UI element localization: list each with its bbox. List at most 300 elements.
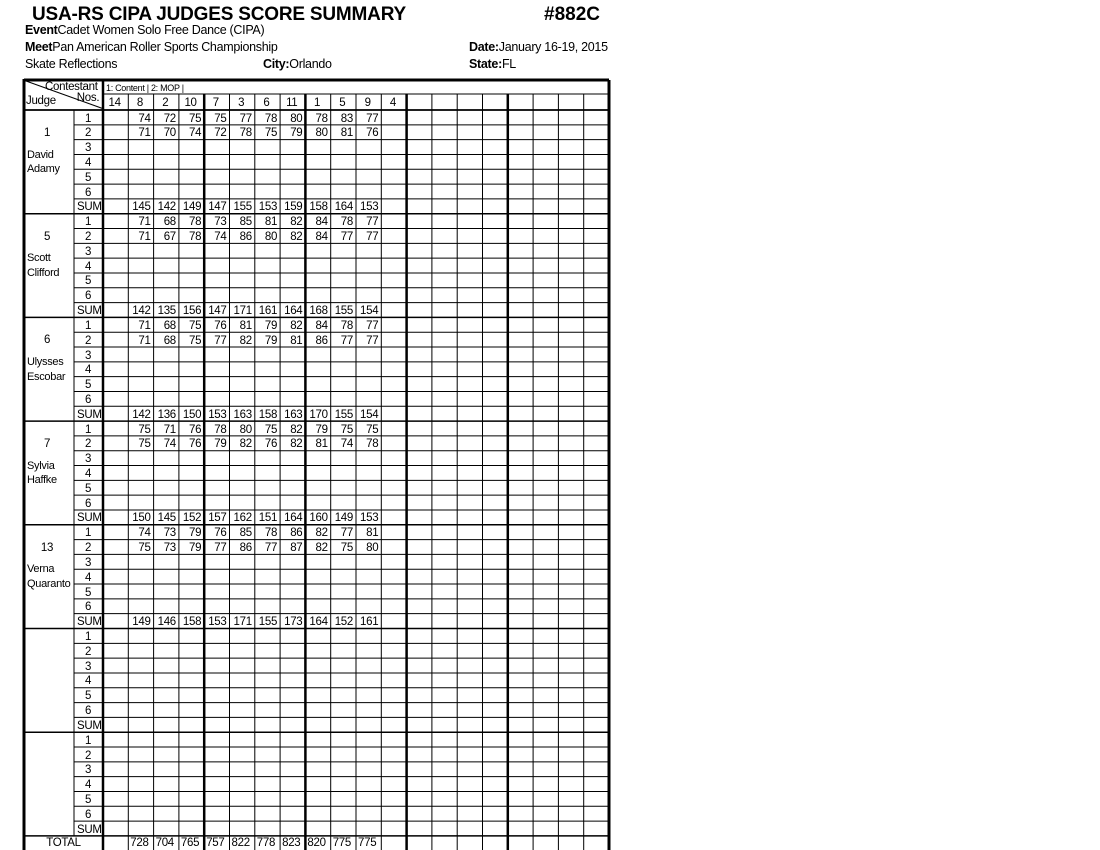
score-cell: 76 — [214, 319, 227, 332]
sum-cell — [103, 409, 125, 421]
sum-cell: 153 — [208, 616, 227, 629]
judge-first-name: Verna — [27, 563, 55, 576]
score-cell: 78 — [214, 423, 227, 436]
contestant-number: 4 — [389, 97, 396, 109]
sum-cell: 154 — [360, 408, 379, 421]
sum-cell: 161 — [258, 305, 278, 318]
score-cell: 77 — [239, 112, 252, 125]
score-cell: 79 — [315, 423, 328, 436]
score-cell: 76 — [188, 438, 202, 451]
row-label-3: 3 — [84, 142, 92, 155]
page-title: USA-RS CIPA JUDGES SCORE SUMMARY — [32, 4, 406, 25]
row-label-3: 3 — [84, 764, 92, 777]
score-cell: 81 — [290, 334, 303, 347]
row-label-2: 2 — [84, 231, 92, 243]
score-cell: 74 — [138, 527, 151, 540]
score-cell: 77 — [264, 542, 278, 555]
judge-number: 6 — [43, 334, 51, 347]
score-cell — [103, 542, 125, 554]
score-cell: 82 — [290, 423, 303, 436]
score-cell: 82 — [315, 527, 328, 540]
contestant-number: 10 — [184, 97, 197, 109]
row-label-1: 1 — [84, 734, 92, 747]
score-cell — [103, 320, 125, 332]
row-label-sum: SUM — [77, 616, 102, 629]
score-cell — [103, 231, 125, 243]
score-cell: 78 — [188, 231, 202, 243]
corner-contestant-label: Contestant — [45, 81, 98, 93]
sum-cell: 159 — [284, 201, 303, 214]
score-cell: 77 — [214, 542, 227, 555]
score-cell: 75 — [366, 423, 379, 436]
score-cell: 73 — [163, 527, 176, 540]
score-cell: 82 — [239, 438, 252, 451]
sum-cell: 156 — [182, 305, 202, 318]
row-label-1: 1 — [84, 631, 92, 643]
sum-cell: 158 — [258, 408, 278, 421]
row-label-2: 2 — [84, 334, 92, 347]
row-label-2: 2 — [84, 127, 92, 140]
score-cell: 75 — [214, 112, 227, 125]
score-cell: 75 — [264, 127, 278, 140]
score-cell: 77 — [366, 112, 379, 125]
score-cell: 78 — [315, 112, 328, 125]
total-label: TOTAL — [46, 837, 81, 850]
score-cell: 72 — [214, 127, 227, 140]
sum-cell: 164 — [309, 616, 328, 629]
sum-cell: 149 — [334, 512, 353, 525]
row-label-1: 1 — [84, 216, 92, 229]
score-cell: 74 — [188, 127, 202, 140]
score-cell: 79 — [264, 334, 278, 347]
score-cell: 75 — [188, 112, 202, 125]
score-cell: 80 — [290, 112, 303, 125]
contestant-number: 5 — [339, 97, 346, 109]
sum-cell: 147 — [208, 201, 227, 214]
sum-cell: 150 — [182, 408, 202, 421]
sum-cell: 152 — [182, 512, 202, 525]
score-cell: 70 — [163, 127, 176, 140]
meet-value: Pan American Roller Sports Championship — [52, 40, 278, 54]
row-label-6: 6 — [84, 705, 92, 718]
total-cell: 765 — [180, 837, 200, 850]
score-cell: 86 — [315, 334, 328, 347]
sum-cell: 147 — [208, 305, 227, 318]
score-cell: 79 — [264, 319, 278, 332]
score-cell: 82 — [290, 438, 303, 451]
score-cell: 78 — [264, 112, 278, 125]
score-cell — [381, 527, 403, 539]
contestant-number: 1 — [313, 97, 321, 109]
score-cell: 78 — [188, 216, 202, 229]
score-cell: 82 — [315, 542, 328, 555]
judge-last-name: Clifford — [27, 267, 60, 280]
score-cell: 71 — [138, 334, 151, 347]
row-label-6: 6 — [84, 808, 92, 821]
judge-last-name: Quaranto — [27, 578, 71, 591]
score-cell: 85 — [239, 527, 252, 540]
corner-nos-label: Nos. — [76, 92, 100, 104]
row-label-1: 1 — [84, 319, 92, 332]
sum-cell — [103, 616, 125, 628]
total-cell: 823 — [282, 837, 301, 850]
sum-cell: 142 — [157, 201, 176, 214]
score-cell: 78 — [264, 527, 278, 540]
form-code: #882C — [544, 4, 600, 25]
date-label: Date: — [469, 40, 499, 54]
contestant-number — [558, 97, 581, 110]
judge-number — [27, 749, 67, 762]
score-cell: 74 — [163, 438, 176, 451]
contestant-number — [584, 97, 607, 110]
sum-cell: 163 — [284, 408, 303, 421]
sum-cell: 151 — [258, 512, 278, 525]
corner-judge-label: Judge — [26, 95, 56, 107]
row-label-6: 6 — [84, 393, 92, 406]
sum-cell: 158 — [182, 616, 202, 629]
sum-cell: 162 — [233, 512, 252, 525]
sum-cell: 170 — [309, 408, 328, 421]
row-label-4: 4 — [84, 571, 92, 584]
row-label-2: 2 — [84, 749, 92, 762]
row-label-3: 3 — [84, 453, 92, 466]
sum-cell: 145 — [157, 512, 176, 525]
score-cell: 77 — [366, 319, 379, 332]
sum-cell: 155 — [334, 305, 353, 318]
score-cell: 75 — [188, 319, 202, 332]
row-label-sum: SUM — [77, 719, 102, 732]
judge-last-name — [27, 786, 75, 799]
row-label-3: 3 — [84, 556, 92, 569]
judge-last-name: Adamy — [27, 163, 60, 176]
sum-cell — [381, 616, 403, 628]
score-cell: 81 — [340, 127, 353, 140]
contestant-number: 7 — [212, 97, 219, 109]
score-cell: 75 — [188, 334, 202, 347]
contestant-number — [508, 97, 531, 110]
state-label: State: — [469, 57, 502, 71]
total-cell — [383, 837, 405, 849]
row-label-4: 4 — [84, 156, 92, 169]
row-label-6: 6 — [84, 290, 92, 303]
score-cell: 78 — [366, 438, 379, 451]
contestant-number — [533, 97, 556, 110]
score-cell — [381, 113, 403, 125]
score-cell: 76 — [264, 438, 278, 451]
score-cell: 73 — [163, 542, 176, 555]
score-cell: 74 — [214, 231, 227, 243]
row-label-2: 2 — [84, 645, 92, 658]
row-label-4: 4 — [84, 260, 92, 273]
row-label-4: 4 — [84, 779, 92, 792]
total-cell: 778 — [256, 837, 276, 850]
row-label-3: 3 — [84, 660, 92, 673]
sum-cell: 135 — [157, 305, 176, 318]
contestant-number: 8 — [136, 97, 143, 109]
score-cell: 68 — [163, 319, 176, 332]
sum-cell: 153 — [360, 512, 379, 525]
meet-label: Meet — [25, 40, 53, 54]
sum-cell: 146 — [157, 616, 176, 629]
score-cell: 80 — [366, 542, 379, 555]
contestant-number: 2 — [162, 97, 169, 109]
sum-cell — [103, 512, 125, 524]
sum-cell: 160 — [309, 512, 328, 525]
score-cell: 68 — [163, 334, 176, 347]
score-cell: 84 — [315, 216, 328, 229]
sum-cell: 155 — [233, 201, 252, 214]
contestant-number: 14 — [108, 97, 121, 109]
event-value: Cadet Women Solo Free Dance (CIPA) — [57, 23, 265, 37]
score-cell: 78 — [340, 319, 353, 332]
score-cell — [103, 113, 125, 125]
total-cell — [105, 837, 127, 849]
sum-cell: 171 — [233, 305, 252, 318]
score-cell: 77 — [340, 527, 353, 540]
judge-first-name: Sylvia — [27, 459, 55, 472]
row-label-6: 6 — [84, 497, 92, 510]
row-label-sum: SUM — [77, 408, 102, 421]
sum-cell: 163 — [233, 408, 252, 421]
sum-cell: 136 — [157, 408, 176, 421]
row-label-4: 4 — [84, 468, 92, 481]
event-label: Event — [25, 23, 58, 37]
sum-cell — [381, 512, 403, 524]
contestant-number: 3 — [238, 97, 245, 109]
score-cell — [381, 231, 403, 243]
score-cell: 71 — [163, 423, 176, 436]
judge-last-name: Haffke — [27, 474, 57, 487]
row-label-6: 6 — [84, 601, 92, 614]
sum-cell: 142 — [132, 408, 151, 421]
score-cell: 76 — [366, 127, 379, 140]
sum-cell: 152 — [334, 616, 353, 629]
score-cell: 76 — [214, 527, 227, 540]
row-label-4: 4 — [84, 364, 92, 377]
row-label-1: 1 — [84, 527, 92, 540]
total-cell: 820 — [307, 837, 326, 850]
score-cell: 74 — [340, 438, 353, 451]
score-cell — [103, 424, 125, 436]
total-cell: 775 — [332, 837, 351, 850]
sum-cell — [103, 305, 125, 317]
score-cell: 71 — [138, 319, 151, 332]
sum-cell: 154 — [360, 305, 379, 318]
score-cell: 80 — [239, 423, 252, 436]
city-value: Orlando — [289, 57, 332, 71]
score-cell: 87 — [290, 542, 303, 555]
score-cell — [381, 542, 403, 554]
judge-last-name: Escobar — [27, 370, 66, 383]
row-label-sum: SUM — [77, 201, 102, 214]
score-cell: 71 — [138, 127, 151, 140]
row-label-1: 1 — [84, 423, 92, 436]
sum-cell: 173 — [284, 616, 303, 629]
row-label-2: 2 — [84, 438, 92, 451]
score-cell: 84 — [315, 231, 328, 243]
judge-first-name — [27, 667, 75, 680]
score-cell: 75 — [138, 438, 151, 451]
score-cell — [103, 438, 125, 450]
date-value: January 16-19, 2015 — [498, 40, 608, 54]
score-cell: 75 — [138, 423, 151, 436]
sum-cell: 155 — [258, 616, 278, 629]
judge-number — [27, 645, 67, 658]
total-cell: 822 — [231, 837, 250, 850]
score-cell — [381, 424, 403, 436]
score-cell: 86 — [239, 231, 252, 243]
score-cell: 77 — [366, 216, 379, 229]
score-cell: 71 — [138, 231, 151, 243]
total-cell: 757 — [206, 837, 225, 850]
contestant-number — [432, 97, 455, 110]
score-cell: 85 — [239, 216, 252, 229]
sum-cell: 164 — [284, 305, 303, 318]
sum-cell: 153 — [360, 201, 379, 214]
score-cell — [103, 216, 125, 228]
score-cell: 80 — [315, 127, 328, 140]
contestant-number: 11 — [286, 97, 298, 109]
row-label-3: 3 — [84, 349, 92, 362]
row-label-2: 2 — [84, 542, 92, 555]
score-cell — [103, 335, 125, 347]
score-cell: 75 — [340, 542, 353, 555]
sum-cell: 168 — [309, 305, 328, 318]
judge-first-name: Scott — [27, 252, 51, 265]
score-cell — [381, 438, 403, 450]
score-cell: 73 — [214, 216, 227, 229]
score-cell: 75 — [340, 423, 353, 436]
score-cell: 79 — [214, 438, 227, 451]
judge-last-name — [27, 682, 75, 695]
city-label: City: — [263, 57, 290, 71]
sum-cell: 155 — [334, 408, 353, 421]
row-label-sum: SUM — [77, 305, 102, 318]
sum-cell: 153 — [258, 201, 278, 214]
contestant-number: 6 — [263, 97, 270, 109]
score-cell: 82 — [290, 216, 303, 229]
sum-cell: 149 — [132, 616, 151, 629]
score-cell: 68 — [163, 216, 176, 229]
score-cell — [103, 127, 125, 139]
score-cell: 82 — [290, 231, 303, 243]
score-cell: 82 — [239, 334, 252, 347]
score-cell: 80 — [264, 231, 278, 243]
score-cell: 77 — [366, 231, 379, 243]
score-cell: 81 — [315, 438, 328, 451]
score-cell: 67 — [163, 231, 176, 243]
sum-cell: 150 — [132, 512, 151, 525]
score-cell: 77 — [366, 334, 379, 347]
score-cell — [381, 216, 403, 228]
contestant-number — [407, 97, 430, 110]
score-cell: 81 — [366, 527, 379, 540]
row-label-sum: SUM — [77, 823, 102, 836]
sum-cell: 145 — [132, 201, 151, 214]
sum-cell — [103, 201, 125, 213]
sum-cell: 142 — [132, 305, 151, 318]
judge-first-name: David — [27, 148, 54, 161]
score-cell: 79 — [290, 127, 303, 140]
sum-cell: 161 — [360, 616, 379, 629]
score-cell: 77 — [340, 231, 353, 243]
total-cell: 728 — [130, 837, 149, 850]
total-cell: 704 — [155, 837, 174, 850]
score-cell: 77 — [214, 334, 227, 347]
row-label-5: 5 — [84, 690, 92, 703]
score-cell — [381, 320, 403, 332]
row-label-5: 5 — [84, 793, 92, 806]
score-cell: 86 — [290, 527, 303, 540]
judge-number: 1 — [43, 126, 51, 139]
row-label-5: 5 — [84, 171, 92, 184]
row-label-5: 5 — [84, 379, 92, 392]
score-legend: 1: Content | 2: MOP | — [106, 83, 184, 93]
score-cell: 76 — [188, 423, 202, 436]
score-cell — [381, 335, 403, 347]
row-label-5: 5 — [84, 275, 92, 288]
judge-first-name: Ulysses — [27, 355, 64, 368]
judge-number: 13 — [40, 541, 54, 554]
row-label-6: 6 — [84, 186, 92, 199]
total-cell: 775 — [358, 837, 377, 850]
score-cell: 75 — [138, 542, 151, 555]
judge-first-name — [27, 771, 75, 784]
sum-cell — [381, 305, 403, 317]
sum-cell: 164 — [334, 201, 353, 214]
score-cell: 71 — [138, 216, 151, 229]
judge-number: 5 — [43, 230, 51, 243]
sum-cell — [381, 409, 403, 421]
row-label-5: 5 — [84, 586, 92, 599]
state-value: FL — [501, 57, 516, 71]
contestant-number — [483, 97, 506, 110]
row-label-3: 3 — [84, 245, 92, 258]
score-cell: 83 — [340, 112, 353, 125]
row-label-5: 5 — [84, 482, 92, 495]
club-name: Skate Reflections — [25, 57, 118, 71]
sum-cell: 157 — [208, 512, 227, 525]
score-cell — [381, 127, 403, 139]
sum-cell: 149 — [182, 201, 202, 214]
score-cell: 78 — [239, 127, 252, 140]
score-cell: 86 — [239, 542, 252, 555]
score-cell: 84 — [315, 319, 328, 332]
score-cell — [103, 527, 125, 539]
sum-cell: 171 — [233, 616, 252, 629]
row-label-sum: SUM — [77, 512, 102, 525]
contestant-number — [457, 97, 480, 110]
sum-cell: 164 — [284, 512, 303, 525]
score-cell: 81 — [239, 319, 252, 332]
score-cell: 72 — [163, 112, 176, 125]
score-cell: 78 — [340, 216, 353, 229]
contestant-number: 9 — [364, 97, 371, 109]
score-cell: 77 — [340, 334, 353, 347]
row-label-4: 4 — [84, 675, 92, 688]
sum-cell — [381, 201, 403, 213]
row-label-1: 1 — [84, 112, 92, 125]
score-cell: 82 — [290, 319, 303, 332]
score-cell: 74 — [138, 112, 151, 125]
score-cell: 79 — [188, 527, 202, 540]
sum-cell: 158 — [309, 201, 328, 214]
judge-number: 7 — [43, 437, 51, 450]
sum-cell: 153 — [208, 408, 227, 421]
score-cell: 75 — [264, 423, 278, 436]
score-cell: 79 — [188, 542, 202, 555]
score-cell: 81 — [264, 216, 278, 229]
